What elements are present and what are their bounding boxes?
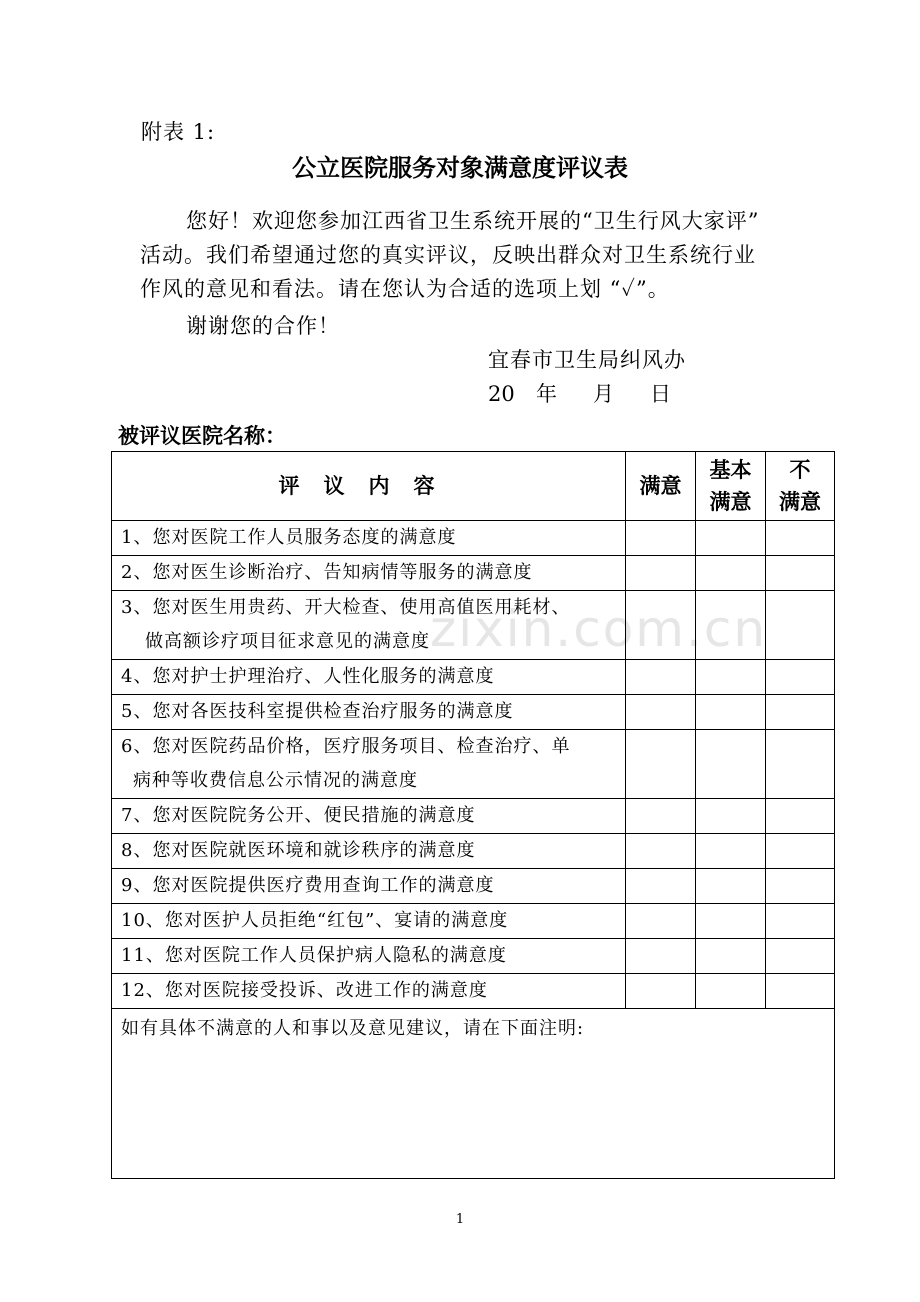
item-text: 4、您对护士护理治疗、人性化服务的满意度 xyxy=(112,660,626,695)
not-satisfied-cell[interactable] xyxy=(766,591,835,660)
item-line-1: 6、您对医院药品价格，医疗服务项目、检查治疗、单 xyxy=(121,736,571,757)
satisfied-cell[interactable] xyxy=(626,591,696,660)
header-not-satisfied xyxy=(766,452,835,521)
not-satisfied-cell[interactable] xyxy=(766,556,835,591)
satisfied-cell[interactable] xyxy=(626,660,696,695)
table-row xyxy=(112,939,835,974)
date-line xyxy=(488,378,671,408)
table-row xyxy=(112,799,835,834)
header-not-line-1: 不 xyxy=(789,458,811,482)
comment-box[interactable] xyxy=(112,1009,835,1179)
comment-prompt: 如有具体不满意的人和事以及意见建议，请在下面注明: xyxy=(121,1018,585,1039)
satisfied-cell[interactable] xyxy=(626,556,696,591)
satisfied-cell[interactable] xyxy=(626,521,696,556)
satisfied-cell[interactable] xyxy=(626,695,696,730)
date-year-label: 年 xyxy=(536,382,557,406)
not-satisfied-cell[interactable] xyxy=(766,695,835,730)
table-row xyxy=(112,974,835,1009)
table-row xyxy=(112,834,835,869)
not-satisfied-cell[interactable] xyxy=(766,730,835,799)
item-text: 1、您对医院工作人员服务态度的满意度 xyxy=(112,521,626,556)
table-header-row xyxy=(112,452,835,521)
basically-satisfied-cell[interactable] xyxy=(696,834,766,869)
not-satisfied-cell[interactable] xyxy=(766,834,835,869)
satisfied-cell[interactable] xyxy=(626,799,696,834)
basically-satisfied-cell[interactable] xyxy=(696,939,766,974)
table-row xyxy=(112,904,835,939)
item-text xyxy=(112,591,626,660)
basically-satisfied-cell[interactable] xyxy=(696,695,766,730)
satisfied-cell[interactable] xyxy=(626,834,696,869)
basically-satisfied-cell[interactable] xyxy=(696,556,766,591)
item-text: 9、您对医院提供医疗费用查询工作的满意度 xyxy=(112,869,626,904)
date-month-label: 月 xyxy=(593,382,614,406)
intro-line-1: 您好！欢迎您参加江西省卫生系统开展的“卫生行风大家评” xyxy=(186,209,760,233)
basically-satisfied-cell[interactable] xyxy=(696,869,766,904)
satisfied-cell[interactable] xyxy=(626,730,696,799)
item-text: 5、您对各医技科室提供检查治疗服务的满意度 xyxy=(112,695,626,730)
intro-paragraph xyxy=(140,204,790,306)
basically-satisfied-cell[interactable] xyxy=(696,904,766,939)
not-satisfied-cell[interactable] xyxy=(766,939,835,974)
table-row xyxy=(112,869,835,904)
survey-table xyxy=(111,451,835,1179)
header-basically-satisfied xyxy=(696,452,766,521)
basically-satisfied-cell[interactable] xyxy=(696,799,766,834)
item-line-2: 做高额诊疗项目征求意见的满意度 xyxy=(145,631,430,652)
basically-satisfied-cell[interactable] xyxy=(696,730,766,799)
item-text: 7、您对医院院务公开、便民措施的满意度 xyxy=(112,799,626,834)
header-not-line-2: 满意 xyxy=(779,490,821,514)
table-row xyxy=(112,521,835,556)
not-satisfied-cell[interactable] xyxy=(766,799,835,834)
item-text xyxy=(112,730,626,799)
item-text: 8、您对医院就医环境和就诊秩序的满意度 xyxy=(112,834,626,869)
basically-satisfied-cell[interactable] xyxy=(696,521,766,556)
not-satisfied-cell[interactable] xyxy=(766,869,835,904)
not-satisfied-cell[interactable] xyxy=(766,660,835,695)
intro-line-2: 活动。我们希望通过您的真实评议，反映出群众对卫生系统行业 xyxy=(140,243,756,267)
satisfied-cell[interactable] xyxy=(626,904,696,939)
item-text: 2、您对医生诊断治疗、告知病情等服务的满意度 xyxy=(112,556,626,591)
item-line-1: 3、您对医生用贵药、开大检查、使用高值医用耗材、 xyxy=(121,597,571,618)
basically-satisfied-cell[interactable] xyxy=(696,660,766,695)
item-line-2: 病种等收费信息公示情况的满意度 xyxy=(133,770,418,791)
thanks-line: 谢谢您的合作！ xyxy=(186,314,340,338)
hospital-name-label: 被评议医院名称： xyxy=(118,424,286,448)
not-satisfied-cell[interactable] xyxy=(766,521,835,556)
header-satisfied: 满意 xyxy=(626,452,696,521)
not-satisfied-cell[interactable] xyxy=(766,904,835,939)
satisfied-cell[interactable] xyxy=(626,869,696,904)
header-basic-line-2: 满意 xyxy=(709,490,752,514)
appendix-label: 附表 1: xyxy=(141,120,216,144)
date-year: 20 xyxy=(488,382,515,406)
page-number: 1 xyxy=(455,1212,465,1227)
table-row xyxy=(112,730,835,799)
item-text: 10、您对医护人员拒绝“红包”、宴请的满意度 xyxy=(112,904,626,939)
table-row xyxy=(112,695,835,730)
not-satisfied-cell[interactable] xyxy=(766,974,835,1009)
document-title: 公立医院服务对象满意度评议表 xyxy=(292,154,628,182)
table-row xyxy=(112,660,835,695)
comment-row xyxy=(112,1009,835,1179)
satisfied-cell[interactable] xyxy=(626,974,696,1009)
watermark: zixin.com.cn xyxy=(430,600,768,658)
table-row xyxy=(112,591,835,660)
satisfied-cell[interactable] xyxy=(626,939,696,974)
date-day-label: 日 xyxy=(650,382,671,406)
header-content: 评议内容 xyxy=(112,452,626,521)
issuer: 宜春市卫生局纠风办 xyxy=(488,348,686,372)
intro-line-3: 作风的意见和看法。请在您认为合适的选项上划 “✓”。 xyxy=(140,277,670,301)
item-text: 12、您对医院接受投诉、改进工作的满意度 xyxy=(112,974,626,1009)
table-row xyxy=(112,556,835,591)
item-text: 11、您对医院工作人员保护病人隐私的满意度 xyxy=(112,939,626,974)
basically-satisfied-cell[interactable] xyxy=(696,591,766,660)
basically-satisfied-cell[interactable] xyxy=(696,974,766,1009)
header-basic-line-1: 基本 xyxy=(709,458,752,482)
